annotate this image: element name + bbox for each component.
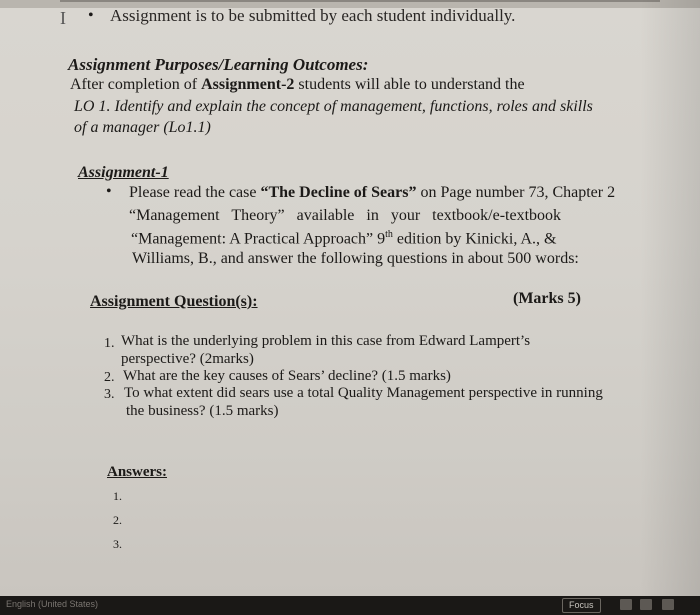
question-number: 1.	[104, 336, 115, 351]
questions-heading: Assignment Question(s):	[90, 293, 258, 310]
question-text: To what extent did sears use a total Quality Management perspective in running	[124, 385, 603, 401]
answer-number: 2.	[113, 513, 122, 527]
question-text: the business? (1.5 marks)	[126, 403, 279, 419]
question-number: 2.	[104, 370, 115, 385]
case-para-line-4: Williams, B., and answer the following questions in about 500 words:	[132, 250, 579, 267]
case-para-line-3: “Management: A Practical Approach” 9th edition by Kinicki, A., &	[131, 229, 557, 248]
assignment-heading: Assignment-1	[78, 164, 169, 181]
read-mode-icon[interactable]	[640, 599, 652, 610]
web-layout-icon[interactable]	[662, 599, 674, 610]
case-para-line-1: Please read the case “The Decline of Sears” on Page number 73, Chapter 2	[129, 184, 616, 201]
completion-line: After completion of Assignment-2 students will able to understand the	[70, 76, 525, 93]
page-top-rule	[60, 0, 660, 2]
case-para-line-2: “Management Theory” available in your textbook/e-textbook	[129, 207, 562, 224]
focus-button[interactable]: Focus	[562, 598, 601, 613]
question-text: What are the key causes of Sears’ decline? (1.5 marks)	[123, 368, 451, 384]
purposes-heading: Assignment Purposes/Learning Outcomes:	[68, 55, 369, 74]
bullet-icon: •	[88, 7, 94, 24]
answers-heading: Answers:	[107, 464, 167, 480]
language-indicator[interactable]: English (United States)	[6, 599, 99, 609]
print-layout-icon[interactable]	[620, 599, 632, 610]
question-text: perspective? (2marks)	[121, 351, 254, 367]
bullet-icon: •	[106, 183, 112, 200]
lo-line-2: of a manager (Lo1.1)	[74, 119, 211, 136]
status-bar	[0, 596, 700, 615]
marks-label: (Marks 5)	[513, 290, 581, 307]
question-number: 3.	[104, 387, 115, 402]
answer-number: 1.	[113, 489, 122, 503]
question-text: What is the underlying problem in this case from Edward Lampert’s	[121, 333, 531, 349]
submission-note: Assignment is to be submitted by each student individually.	[110, 6, 516, 25]
lo-line-1: LO 1. Identify and explain the concept of management, functions, roles and skills	[74, 98, 593, 115]
answer-number: 3.	[113, 537, 122, 551]
text-cursor-icon: I	[60, 8, 66, 28]
